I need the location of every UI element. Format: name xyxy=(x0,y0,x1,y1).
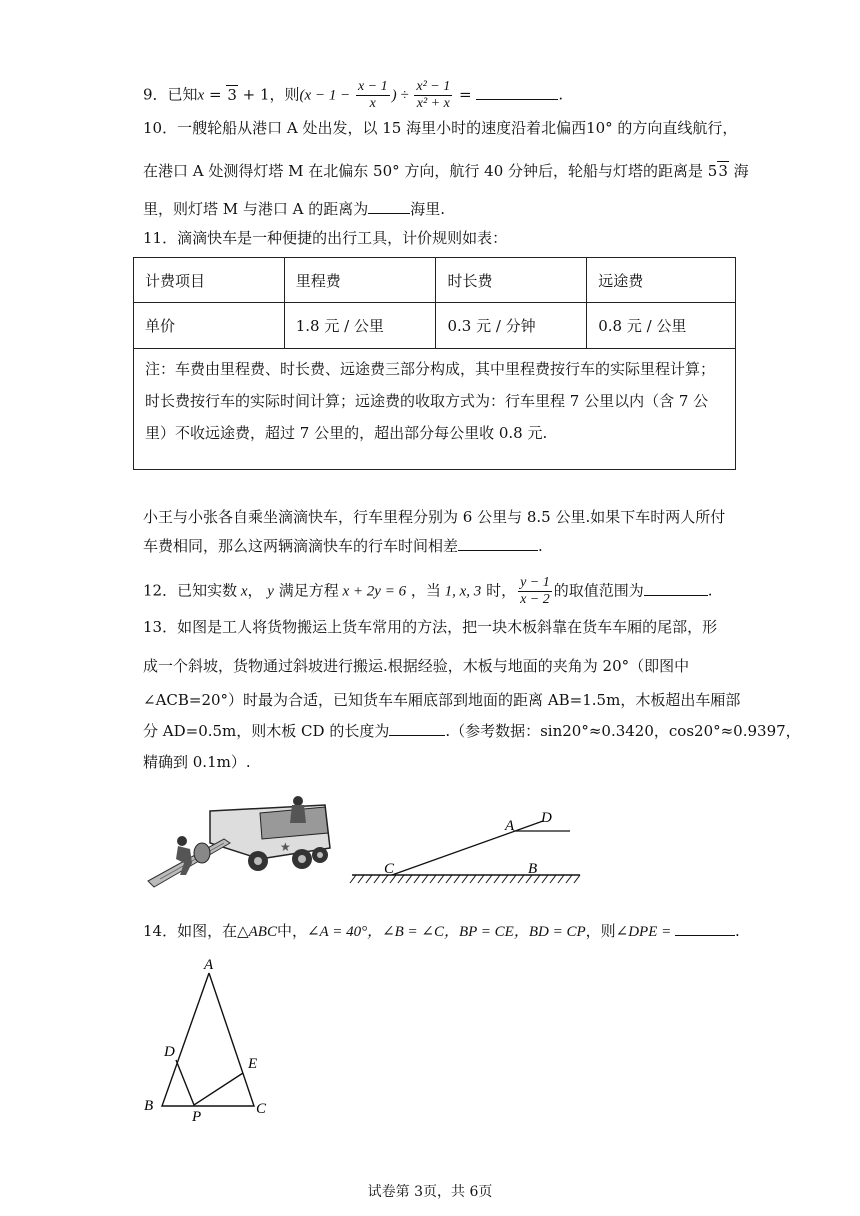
q13-line4-tail: .（参考数据：sin20°≈0.3420，cos20°≈0.9397， xyxy=(445,722,801,740)
question-13-line5: 精确到 0.1m）. xyxy=(143,753,251,771)
q10-line3-text: 里，则灯塔 M 与港口 A 的距离为 xyxy=(143,200,369,218)
q10-line2-tail: 海 xyxy=(728,162,749,180)
q14-triangle: △ABC xyxy=(237,924,277,940)
table-header-cell: 时长费 xyxy=(436,258,587,303)
q12-text-e: 的取值范围为 xyxy=(553,581,644,600)
q12-text-b: 满足方程 xyxy=(278,581,339,600)
table-cell: 单价 xyxy=(134,303,285,349)
question-11-text2: 车费相同，那么这两辆滴滴快车的行车时间相差 . xyxy=(143,537,543,555)
question-10-line1: 10．一艘轮船从港口 A 处出发，以 15 海里小时的速度沿着北偏西10° 的方向直线航行， xyxy=(143,119,738,137)
question-13-line4 xyxy=(143,721,801,741)
q12-equation: x + 2y = 6 xyxy=(338,583,407,600)
question-10-line2 xyxy=(143,161,749,181)
q13-answer-blank[interactable] xyxy=(389,721,445,736)
label-b: B xyxy=(528,861,538,877)
page-footer: 试卷第 3页，共 6页 xyxy=(367,1184,493,1200)
q9-lead: 9．已知 xyxy=(143,85,198,104)
label-d: D xyxy=(541,810,552,826)
q13-line4-text: 分 AD=0.5m，则木板 CD 的长度为 xyxy=(143,722,390,740)
question-13-line3: ∠ACB=20°）时最为合适，已知货车车厢底部到地面的距离 AB=1.5m，木板超出车厢部 xyxy=(143,691,741,709)
q11-answer-blank[interactable] xyxy=(458,536,538,551)
q12-var-x: x xyxy=(237,583,248,600)
q14-text-b: 中， xyxy=(276,922,307,940)
label-b: B xyxy=(144,1098,154,1114)
q9-frac2-num: x² − 1 xyxy=(416,79,451,94)
q9-condition-expr: x xyxy=(197,87,205,104)
q12-text-c: ，当 xyxy=(410,581,441,600)
question-13-line1: 13．如图是工人将货物搬运上货车常用的方法，把一块木板斜靠在货车车厢的尾部，形 xyxy=(143,618,718,636)
q9-frac1-num: x − 1 xyxy=(357,79,388,94)
q14-conditions: ∠A = 40°，∠B = ∠C，BP = CE，BD = CP xyxy=(306,924,586,940)
question-9: 9．已知x = 3 + 1，则(x − 1 − $\frac{x - 1}{x}$ ) ÷ $\frac{\text{x² − 1}}{\text{x² + x}}$ = . xyxy=(143,79,564,111)
table-header-cell: 里程费 xyxy=(284,258,436,303)
label-a: A xyxy=(505,818,515,834)
question-11-intro: 11．滴滴快车是一种便捷的出行工具，计价规则如表： xyxy=(143,229,508,247)
q12-frac-den: x − 2 xyxy=(520,592,550,607)
question-12: 12．已知实数 x， y 满足方程 x + 2y = 6 ，当 1, x, 3 时， $\frac{y - 1}{x - 2}$ 的取值范围为 . xyxy=(143,575,713,607)
label-e: E xyxy=(248,1056,258,1072)
table-cell: 0.3 元 / 分钟 xyxy=(436,303,587,349)
fee-table xyxy=(133,257,736,470)
q14-answer-blank[interactable] xyxy=(675,921,735,936)
label-c: C xyxy=(384,861,395,877)
q10-sqrt: 3 xyxy=(718,162,728,180)
table-row xyxy=(134,303,736,349)
table-header-row xyxy=(134,258,736,303)
q9-frac2-den: x² + x xyxy=(416,96,450,111)
worker-on-truck-icon xyxy=(290,796,306,823)
truck-illustration xyxy=(140,793,340,893)
ramp-diagram xyxy=(348,805,588,885)
label-p: P xyxy=(192,1109,202,1123)
question-14: 14．如图，在△ABC中，∠A = 40°，∠B = ∠C，BP = CE，BD = CP，则∠DPE = . xyxy=(143,922,740,940)
label-a: A xyxy=(204,957,214,973)
label-c: C xyxy=(256,1101,267,1117)
q9-frac1-den: x xyxy=(369,96,376,111)
q9-fraction-2 xyxy=(414,79,452,112)
q12-range: 1, x, 3 xyxy=(440,583,482,600)
q9-fraction-1 xyxy=(356,79,390,112)
q12-text-a: 12．已知实数 xyxy=(143,581,238,600)
table-note: 注：车费由里程费、时长费、远途费三部分构成，其中里程费按行车的实际里程计算；时长费按行车的实际时间计算；远途费的收取方式为：行车里程 7 公里以内（含 7 公里）不收远途费，超过 7 公里的，超出部分每公里收 0.8 元. xyxy=(134,349,736,470)
q12-var-y: y xyxy=(267,583,274,600)
q14-text-a: 14．如图，在 xyxy=(143,922,238,940)
q12-text-d: 时， xyxy=(486,581,517,600)
question-13-line2: 成一个斜坡，货物通过斜坡进行搬运.根据经验，木板与地面的夹角为 20°（即图中 xyxy=(143,657,690,675)
table-cell: 1.8 元 / 公里 xyxy=(284,303,436,349)
q12-frac-num: y − 1 xyxy=(520,575,550,590)
table-header-cell: 远途费 xyxy=(587,258,736,303)
svg-text:★: ★ xyxy=(280,840,291,854)
q9-answer-blank[interactable] xyxy=(476,85,558,100)
segment-cd xyxy=(392,821,543,875)
q9-expr: (x − 1 − xyxy=(299,87,354,104)
question-10-line3 xyxy=(143,199,445,219)
q9-cond-text: ，则 xyxy=(269,85,300,104)
q12-fraction xyxy=(518,575,552,608)
truck-icon xyxy=(210,805,330,871)
q10-line3-tail: 海里. xyxy=(410,200,446,218)
label-d: D xyxy=(164,1044,175,1060)
question-11-text1: 小王与小张各自乘坐滴滴快车，行车里程分别为 6 公里与 8.5 公里.如果下车时两人所付 xyxy=(143,508,726,526)
q10-answer-blank[interactable] xyxy=(368,199,410,214)
table-cell: 0.8 元 / 公里 xyxy=(587,303,736,349)
q9-expr-close: ) ÷ xyxy=(391,87,413,104)
q14-text-end: ，则 xyxy=(585,922,616,940)
triangle-diagram xyxy=(140,953,280,1123)
sqrt3: 3 xyxy=(227,85,237,104)
table-header-cell: 计费项目 xyxy=(134,258,285,303)
q14-target: ∠DPE = xyxy=(615,924,675,940)
q10-line2-text: 在港口 A 处测得灯塔 M 在北偏东 50° 方向，航行 40 分钟后，轮船与灯塔的距离是 5 xyxy=(143,162,718,180)
q12-answer-blank[interactable] xyxy=(644,581,708,596)
q11-text2: 车费相同，那么这两辆滴滴快车的行车时间相差 xyxy=(143,537,459,555)
